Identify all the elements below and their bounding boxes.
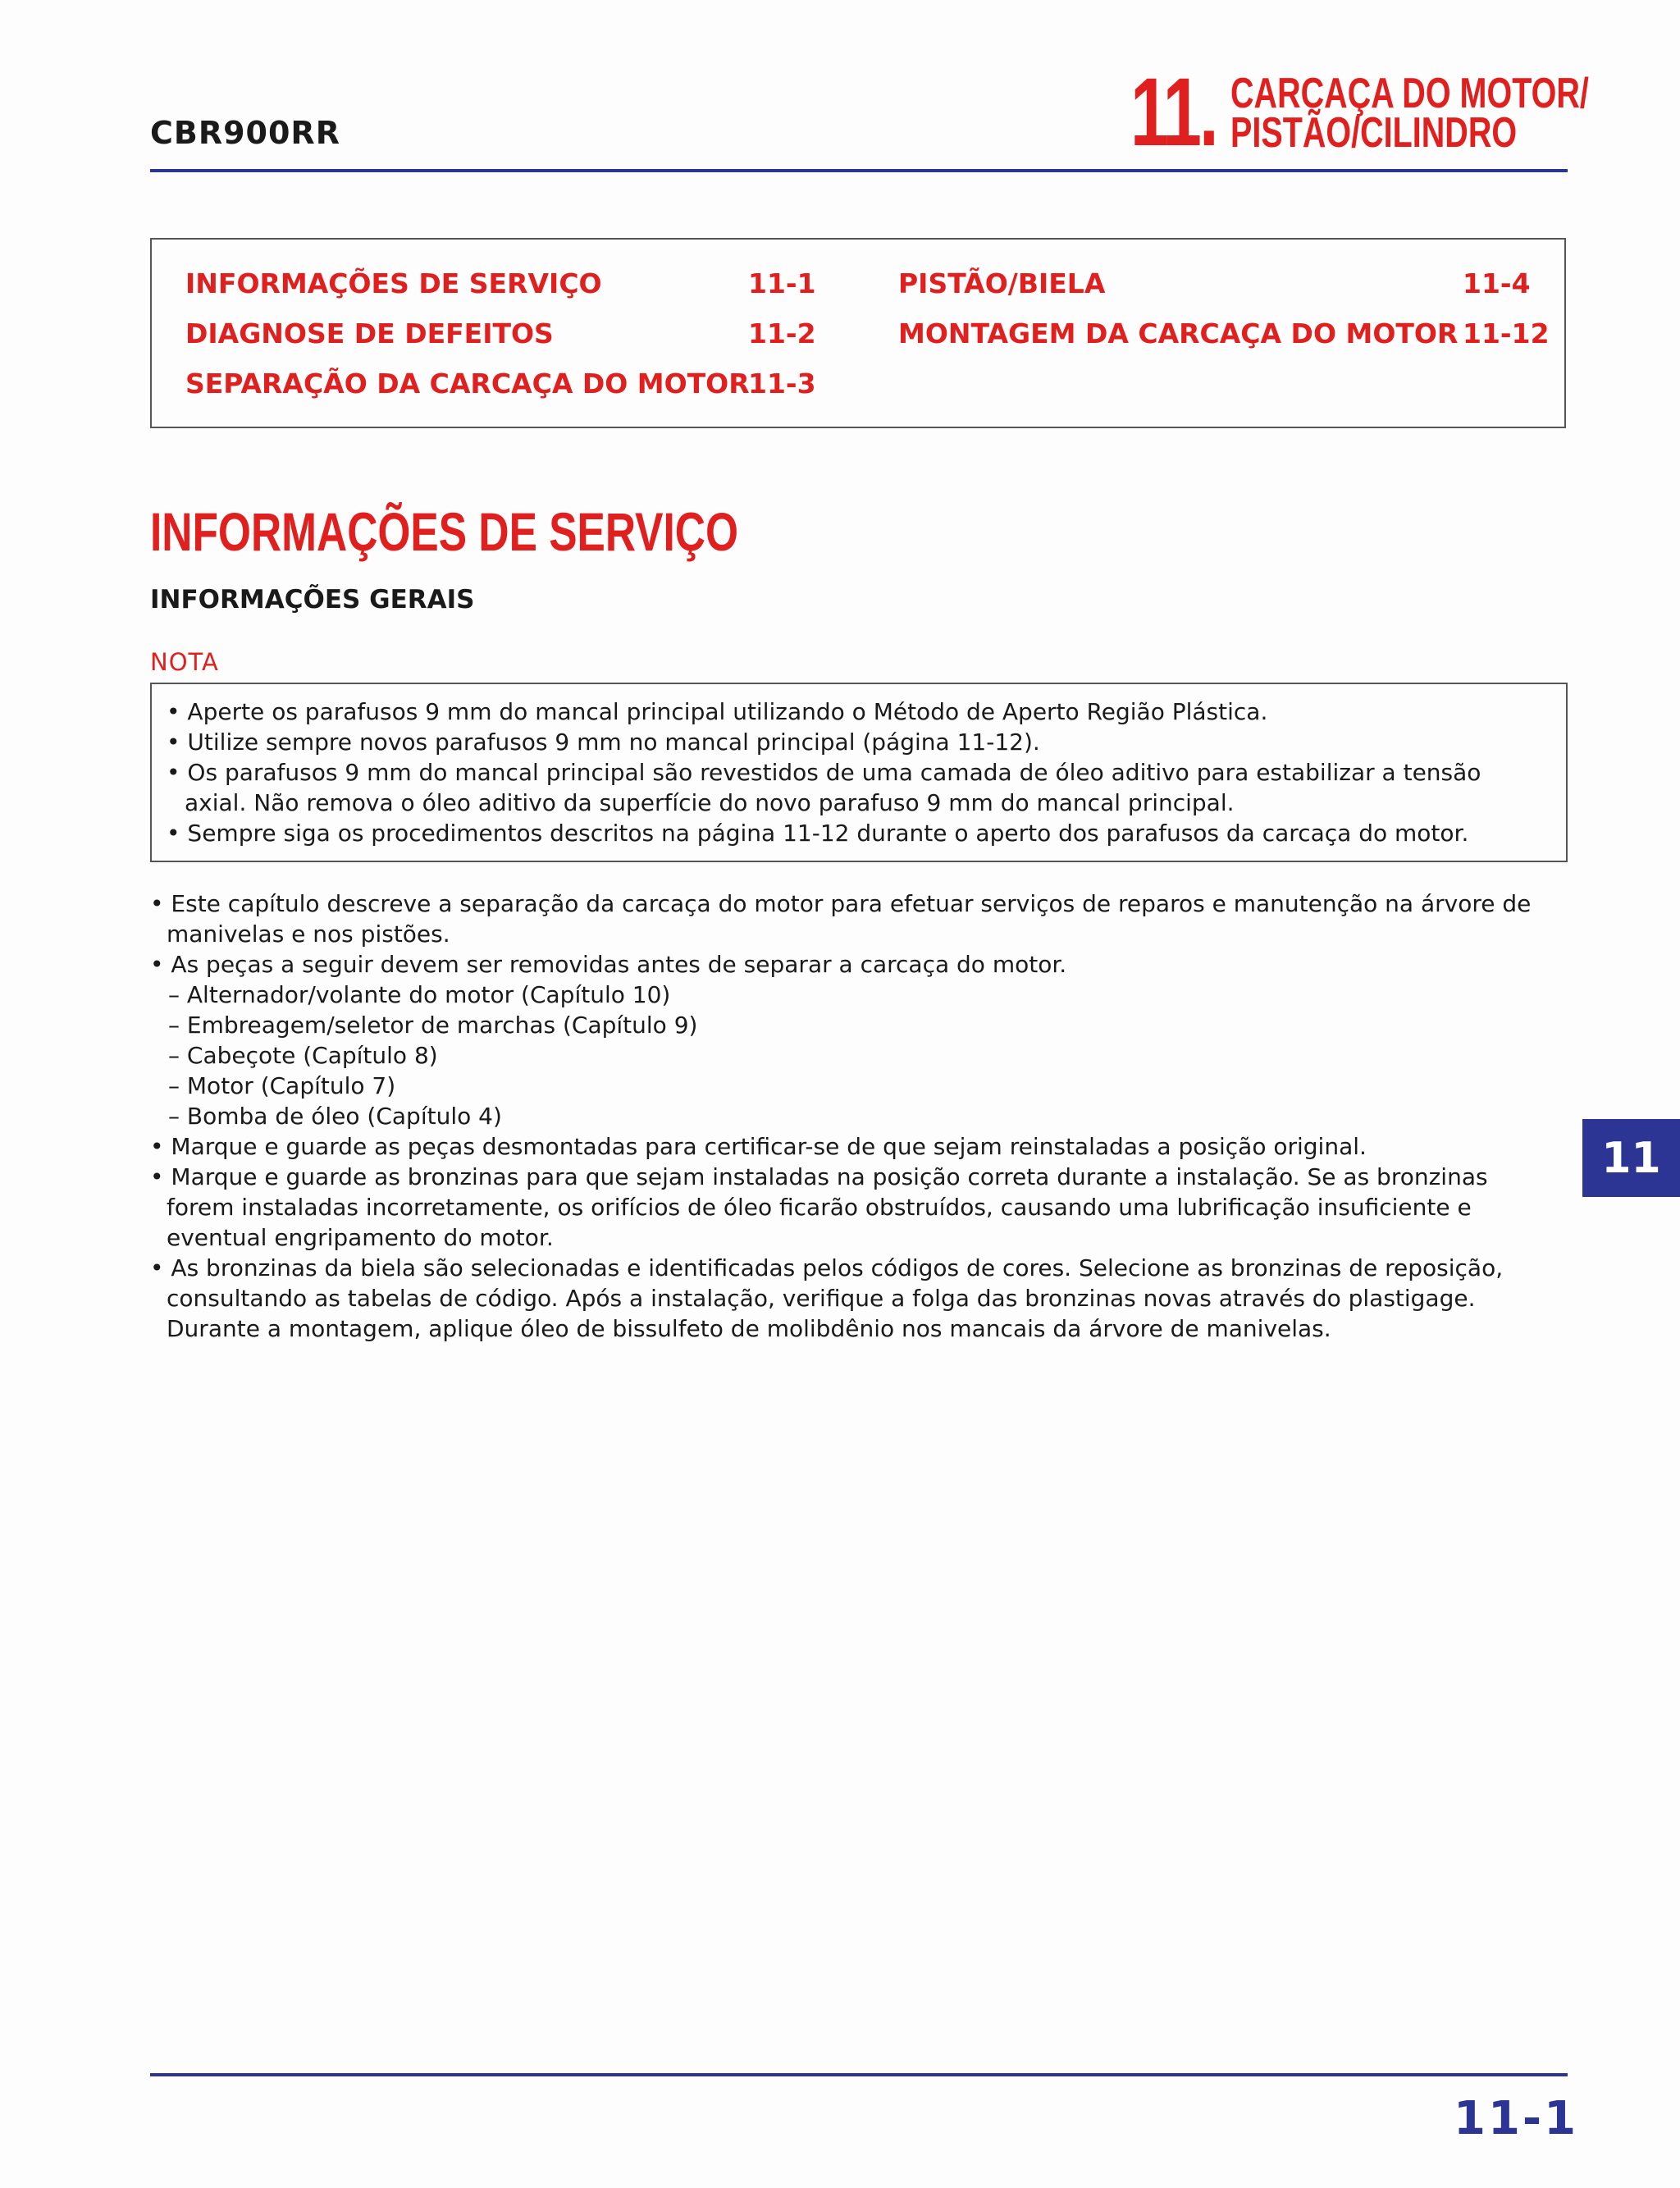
body-line: manivelas e nos pistões. bbox=[167, 920, 450, 948]
model-name: CBR900RR bbox=[150, 115, 340, 151]
toc-item-page: 11-12 bbox=[1463, 317, 1550, 349]
body-line: Durante a montagem, aplique óleo de bissulfeto de molibdênio nos mancais da árvore de manivelas. bbox=[167, 1315, 1331, 1342]
note-line: • Aperte os parafusos 9 mm do mancal principal utilizando o Método de Aperto Região Plástica. bbox=[167, 698, 1268, 725]
toc-item-page: 11-2 bbox=[748, 317, 816, 349]
note-line: axial. Não remova o óleo aditivo da superfície do novo parafuso 9 mm do mancal principal. bbox=[185, 789, 1235, 816]
body-line: – Bomba de óleo (Capítulo 4) bbox=[168, 1103, 502, 1130]
section-title: INFORMAÇÕES DE SERVIÇO bbox=[150, 501, 739, 562]
header-rule bbox=[150, 169, 1568, 172]
toc-item-page: 11-1 bbox=[748, 267, 816, 299]
body-line: • Marque e guarde as peças desmontadas para certificar-se de que sejam reinstaladas a posição original. bbox=[150, 1133, 1367, 1160]
note-line: • Sempre siga os procedimentos descritos na página 11-12 durante o aperto dos parafusos da carcaça do motor. bbox=[167, 820, 1469, 847]
toc-item-title[interactable]: DIAGNOSE DE DEFEITOS bbox=[185, 317, 554, 349]
chapter-title-line1: CARCAÇA DO MOTOR/ bbox=[1230, 70, 1589, 117]
note-line: • Utilize sempre novos parafusos 9 mm no mancal principal (página 11-12). bbox=[167, 729, 1040, 756]
toc-item-title[interactable]: PISTÃO/BIELA bbox=[898, 267, 1106, 299]
table-of-contents bbox=[150, 238, 1566, 428]
body-line: • Este capítulo descreve a separação da carcaça do motor para efetuar serviços de reparos e manutenção na árvore de bbox=[150, 890, 1532, 917]
note-line: • Os parafusos 9 mm do mancal principal são revestidos de uma camada de óleo aditivo para estabilizar a tensão bbox=[167, 759, 1481, 786]
body-line: • As bronzinas da biela são selecionadas e identificadas pelos códigos de cores. Selecione as bronzinas de reposição, bbox=[150, 1254, 1504, 1281]
footer-rule bbox=[150, 2073, 1568, 2076]
note-label: NOTA bbox=[150, 648, 219, 676]
body-line: – Motor (Capítulo 7) bbox=[168, 1072, 396, 1099]
body-line: • As peças a seguir devem ser removidas antes de separar a carcaça do motor. bbox=[150, 951, 1067, 978]
chapter-title-line2: PISTÃO/CILINDRO bbox=[1230, 109, 1518, 157]
body-line: forem instaladas incorretamente, os orifícios de óleo ficarão obstruídos, causando uma lubrificação insuficiente e bbox=[167, 1194, 1472, 1221]
chapter-side-tab[interactable]: 11 bbox=[1582, 1119, 1680, 1197]
body-line: – Embreagem/seletor de marchas (Capítulo 9) bbox=[168, 1012, 698, 1039]
chapter-title bbox=[1230, 70, 1589, 157]
body-list bbox=[150, 888, 1577, 1344]
toc-item-title[interactable]: INFORMAÇÕES DE SERVIÇO bbox=[185, 267, 602, 299]
note-box bbox=[150, 683, 1568, 862]
body-line: – Cabeçote (Capítulo 8) bbox=[168, 1042, 438, 1069]
toc-item-page: 11-4 bbox=[1463, 267, 1531, 299]
chapter-number: 11. bbox=[1130, 58, 1217, 167]
toc-item-title[interactable]: SEPARAÇÃO DA CARCAÇA DO MOTOR bbox=[185, 368, 750, 400]
body-line: consultando as tabelas de código. Após a instalação, verifique a folga das bronzinas novas através do plastigage. bbox=[167, 1285, 1476, 1312]
body-line: eventual engripamento do motor. bbox=[167, 1224, 554, 1251]
toc-item-page: 11-3 bbox=[748, 368, 816, 400]
body-line: – Alternador/volante do motor (Capítulo 10) bbox=[168, 981, 671, 1008]
page-number: 11-1 bbox=[1454, 2092, 1579, 2145]
body-line: • Marque e guarde as bronzinas para que sejam instaladas na posição correta durante a instalação. Se as bronzinas bbox=[150, 1163, 1488, 1190]
section-subtitle: INFORMAÇÕES GERAIS bbox=[150, 585, 475, 614]
toc-item-title[interactable]: MONTAGEM DA CARCAÇA DO MOTOR bbox=[898, 317, 1459, 349]
